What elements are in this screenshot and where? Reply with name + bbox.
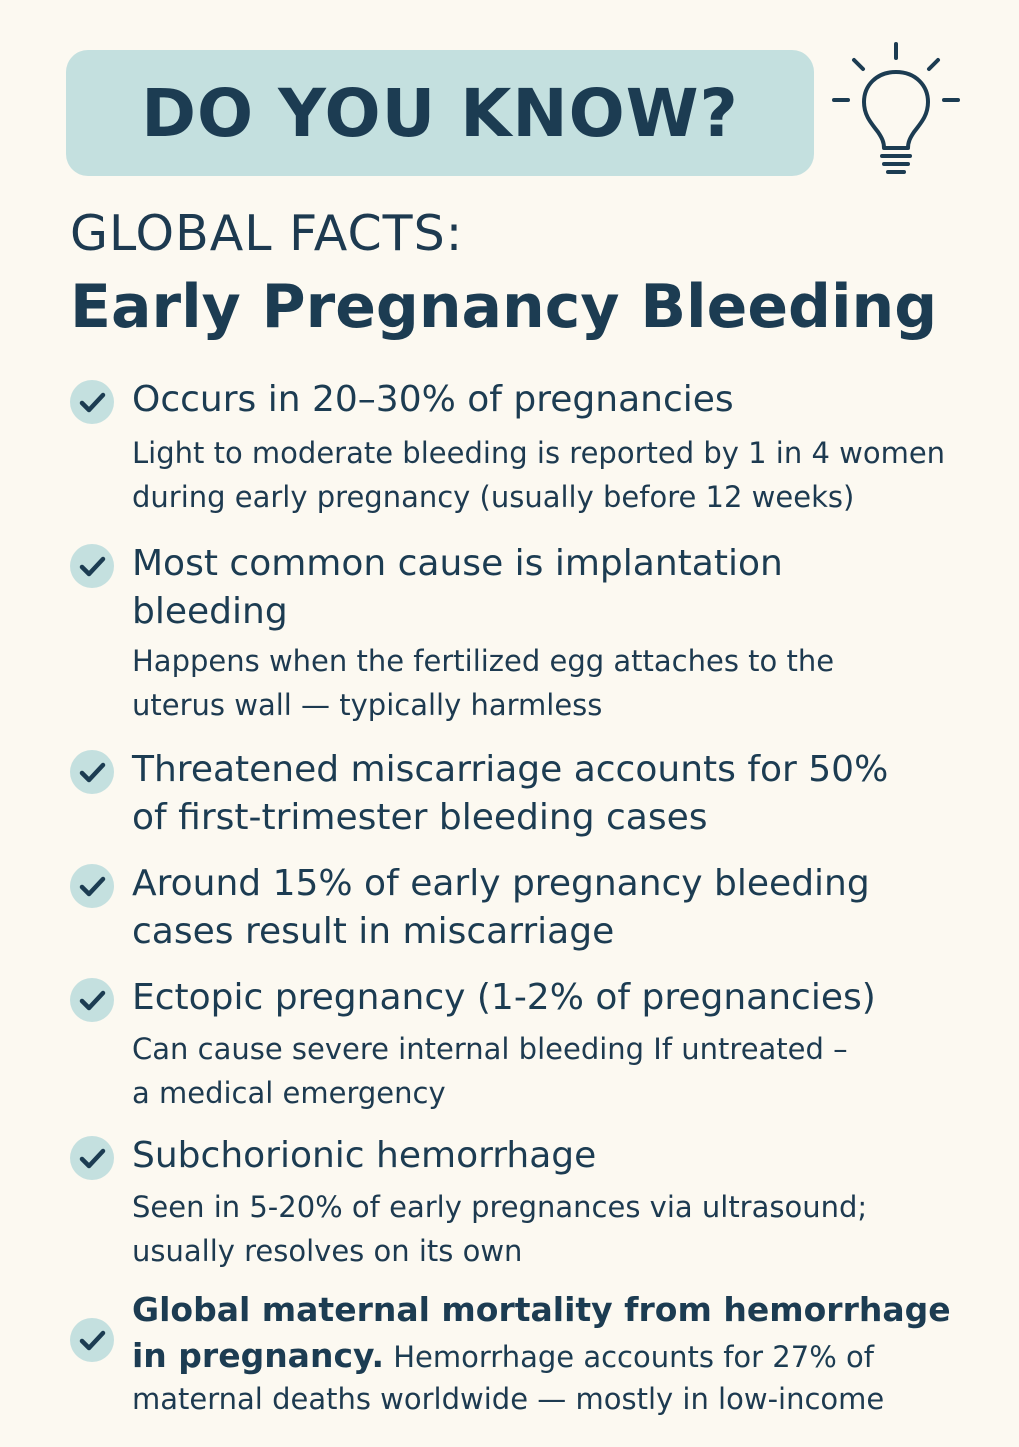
page-title: Early Pregnancy Bleeding (70, 272, 938, 342)
fact-description: a medical emergency (132, 1076, 446, 1110)
fact-title: Subchorionic hemorrhage (132, 1135, 597, 1176)
fact-title: Around 15% of early pregnancy bleeding (132, 863, 870, 904)
fact-description: Can cause severe internal bleeding If untreated – (132, 1032, 848, 1066)
checkmark-icon (70, 380, 114, 424)
fact-description: uterus wall — typically harmless (132, 688, 603, 722)
banner-title: DO YOU KNOW? (141, 74, 739, 152)
fact-title (132, 1332, 992, 1381)
checkmark-icon (70, 750, 114, 794)
fact-title: Ectopic pregnancy (1-2% of pregnancies) (132, 977, 876, 1018)
fact-description: Happens when the fertilized egg attaches to the (132, 644, 835, 678)
fact-title-emphasis: in pregnancy. (132, 1336, 385, 1375)
fact-title: Occurs in 20–30% of pregnancies (132, 379, 734, 420)
checkmark-icon (70, 1136, 114, 1180)
fact-title: of first-trimester bleeding cases (132, 797, 708, 838)
checkmark-icon (70, 1318, 114, 1362)
checkmark-icon (70, 978, 114, 1022)
fact-title: Global maternal mortality from hemorrhage (132, 1290, 951, 1329)
fact-description: maternal deaths worldwide — mostly in low-income (132, 1382, 885, 1416)
checkmark-icon (70, 544, 114, 588)
header-banner (66, 50, 814, 176)
fact-description: during early pregnancy (usually before 12 weeks) (132, 480, 855, 514)
fact-title: Threatened miscarriage accounts for 50% (132, 749, 889, 790)
lightbulb-icon (826, 38, 966, 184)
fact-description: usually resolves on its own (132, 1234, 523, 1268)
fact-title: Most common cause is implantation (132, 543, 783, 584)
fact-description: Hemorrhage accounts for 27% of (384, 1340, 874, 1374)
checkmark-icon (70, 864, 114, 908)
fact-description: Light to moderate bleeding is reported by 1 in 4 women (132, 436, 946, 470)
fact-description: Seen in 5-20% of early pregnances via ultrasound; (132, 1190, 868, 1224)
fact-title: cases result in miscarriage (132, 911, 615, 952)
fact-title: bleeding (132, 591, 288, 632)
section-eyebrow: GLOBAL FACTS: (70, 205, 464, 262)
